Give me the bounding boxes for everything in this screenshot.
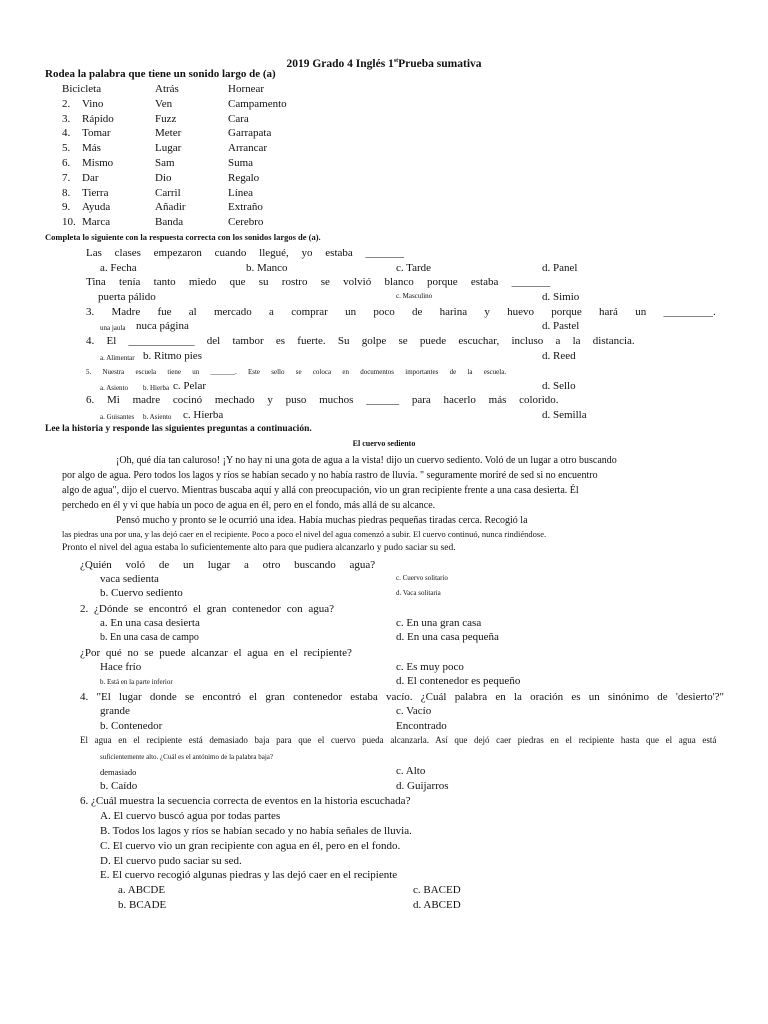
story-title: El cuervo sediento [352, 439, 416, 448]
q6-option-c: c. Hierba [183, 409, 224, 421]
story-q5-option-b: b. Caído [100, 780, 138, 792]
story-q6-option-d: d. ABCED [413, 899, 461, 911]
word-option-2: Dio [155, 171, 172, 184]
story-q6-option-b: b. BCADE [118, 899, 167, 911]
story-q3-text: ¿Por qué no se puede alcanzar el agua en el recipiente? [80, 647, 352, 659]
word-option-1: Ayuda [82, 201, 111, 214]
word-option-1: Bicicleta [62, 83, 102, 95]
q2-text: Tina tenía tanto miedo que su rostro se volvió blanco porque estaba _______ [86, 276, 551, 288]
story-q1-option-d: d. Vaca solitaria [396, 589, 441, 597]
q6-option-d: d. Semilla [542, 409, 587, 421]
word-row-number: 2. [62, 97, 71, 110]
q6-text: 6. Mi madre cocinó mechado y puso muchos ______ para hacerlo más colorido. [86, 394, 559, 406]
story-line-5: Pensó mucho y pronto se le ocurrió una idea. Había muchas piedras pequeñas tiradas cerca. Recogió la [116, 515, 528, 526]
q5-text: 5. Nuestra escuela tiene un _______. Este sello se coloca en documentos importantes de la escuela. [86, 368, 507, 376]
sequence-event-a: A. El cuervo buscó agua por todas partes [100, 810, 281, 822]
story-q3-option-a: Hace frío [100, 661, 142, 673]
q4-text: 4. El ____________ del tambor es fuerte. Su golpe se puede escuchar, incluso a la distancia. [86, 335, 635, 347]
word-row-number: 5. [62, 142, 71, 155]
word-option-3: Hornear [228, 83, 265, 95]
word-option-3: Campamento [228, 97, 287, 110]
q4-option-d: d. Reed [542, 350, 576, 362]
word-option-3: Arrancar [228, 142, 268, 155]
word-option-2: Sam [155, 157, 175, 169]
q2-option-a: puerta pálido [98, 291, 156, 303]
story-q6-option-c: c. BACED [413, 884, 461, 896]
word-row-number: 10. [62, 216, 76, 229]
story-q4-option-c: c. Vacío [396, 705, 432, 717]
word-row-number: 3. [62, 112, 71, 125]
story-line-6: las piedras una por una, y las dejó caer en el recipiente. Poco a poco el nivel del agua comenzó a subir. El cuervo continuó, nunca rindiéndose. [62, 529, 547, 539]
word-option-1: Mismo [82, 157, 114, 169]
word-row-number: 9. [62, 201, 71, 214]
story-q1-option-b: b. Cuervo sediento [100, 587, 183, 599]
q3-option-a-small: una jaula [100, 324, 126, 332]
word-option-2: Ven [155, 97, 173, 110]
story-q6-text: 6. ¿Cuál muestra la secuencia correcta de eventos en la historia escuchada? [80, 795, 411, 807]
word-row-number: 6. [62, 157, 71, 169]
q3-option-d: d. Pastel [542, 320, 580, 332]
story-q5-text-2: suficientemente alto. ¿Cuál es el antónimo de la palabra baja? [100, 753, 273, 761]
page-title: 2019 Grado 4 Inglés 1stPrueba sumativa [286, 57, 482, 70]
word-option-3: Extraño [228, 201, 263, 214]
story-line-2: por algo de agua. Pero todos los lagos y ríos se habían secado y no había rastro de lluvia. " seguramente moriré de sed si no encuentro [62, 470, 598, 481]
story-q4-option-d: Encontrado [396, 720, 447, 732]
story-q3-option-c: c. Es muy poco [396, 661, 464, 673]
word-row-number: 7. [62, 171, 71, 184]
word-option-2: Carril [155, 186, 181, 199]
sequence-event-d: D. El cuervo pudo saciar su sed. [100, 855, 242, 867]
story-q6-option-a: a. ABCDE [118, 884, 166, 896]
q5-option-c: c. Pelar [173, 380, 206, 392]
q5-option-b-small: b. Hierba [143, 384, 170, 392]
story-q2-text: 2. ¿Dónde se encontró el gran contenedor con agua? [80, 603, 334, 615]
q4-option-a-small: a. Alimentar [100, 354, 135, 362]
word-option-1: Tomar [82, 127, 111, 140]
word-option-1: Rápido [82, 112, 114, 125]
word-row-number: 4. [62, 127, 71, 140]
story-q4-text: 4. "El lugar donde se encontró el gran contenedor estaba vacío. ¿Cuál palabra en la oración es un sinónimo de 'desierto'?" [80, 691, 725, 703]
word-option-3: Línea [228, 186, 254, 199]
word-option-2: Fuzz [155, 112, 177, 125]
story-q1-option-c: c. Cuervo solitario [396, 574, 448, 582]
story-q2-option-d: d. En una casa pequeña [396, 631, 499, 643]
word-option-1: Tierra [82, 186, 109, 199]
word-option-1: Dar [82, 171, 99, 184]
story-q5-option-a: demasiado [100, 767, 137, 777]
q6-option-a-small: a. Guisantes [100, 413, 135, 421]
word-option-2: Añadir [155, 201, 186, 214]
q1-option-c: c. Tarde [396, 262, 432, 274]
word-option-2: Atrás [155, 83, 179, 95]
q1-option-d: d. Panel [542, 262, 578, 274]
story-q1-text: ¿Quién voló de un lugar a otro buscando agua? [80, 559, 376, 571]
story-q5-option-c: c. Alto [396, 765, 426, 777]
story-q2-option-a: a. En una casa desierta [100, 617, 200, 629]
word-row-number: 8. [62, 186, 71, 199]
story-q3-option-d: d. El contenedor es pequeño [396, 675, 521, 687]
word-option-3: Garrapata [228, 127, 272, 140]
word-option-3: Cara [228, 112, 249, 125]
section1-instruction: Rodea la palabra que tiene un sonido largo de (a) [45, 68, 276, 80]
q1-option-a: a. Fecha [100, 262, 137, 274]
q1-text: Las clases empezaron cuando llegué, yo estaba _______ [86, 247, 405, 259]
sequence-event-e: E. El cuervo recogió algunas piedras y las dejó caer en el recipiente [100, 869, 398, 881]
story-q4-option-a: grande [100, 705, 130, 717]
word-option-2: Banda [155, 216, 184, 229]
q2-option-c: c. Masculino [396, 292, 433, 300]
section2-instruction: Completa lo siguiente con la respuesta correcta con los sonidos largos de (a). [45, 232, 321, 242]
sequence-event-c: C. El cuervo vio un gran recipiente con agua en él, pero en el fondo. [100, 840, 401, 852]
sequence-event-b: B. Todos los lagos y ríos se habían secado y no había señales de lluvia. [100, 825, 412, 837]
word-option-3: Suma [228, 157, 254, 169]
story-q2-option-b: b. En una casa de campo [100, 632, 199, 643]
story-q3-option-b: b. Está en la parte inferior [100, 678, 173, 686]
story-q2-option-c: c. En una gran casa [396, 617, 482, 629]
word-option-1: Vino [82, 97, 104, 110]
word-option-1: Marca [82, 216, 111, 229]
q3-option-a: nuca página [136, 320, 189, 332]
q3-text: 3. Madre fue al mercado a comprar un poco de harina y huevo porque hará un _________. [86, 306, 716, 318]
story-line-4: perchedo en él y vi que había un poco de agua en él, pero en el fondo, más allá de su alcance. [62, 500, 436, 511]
story-q1-option-a: vaca sedienta [100, 573, 159, 585]
word-option-1: Más [82, 142, 101, 155]
word-option-2: Meter [155, 127, 182, 140]
q2-option-d: d. Simio [542, 291, 580, 303]
q5-option-a-small: a. Asiento [100, 384, 128, 392]
story-line-7: Pronto el nivel del agua estaba lo suficientemente alto para que pudiera alcanzarlo y pudo saciar su sed. [62, 543, 456, 553]
word-option-3: Cerebro [228, 216, 264, 229]
q1-option-b: b. Manco [246, 262, 288, 274]
word-option-3: Regalo [228, 171, 260, 184]
story-q5-text: El agua en el recipiente está demasiado baja para que el cuervo pueda alcanzarla. Así que dejó caer piedras en el recipiente hasta que el agua está [80, 735, 717, 745]
story-q4-option-b: b. Contenedor [100, 720, 163, 732]
q4-option-b: b. Ritmo pies [143, 350, 202, 362]
section3-instruction: Lee la historia y responde las siguientes preguntas a continuación. [45, 424, 312, 434]
q5-option-d: d. Sello [542, 380, 576, 392]
word-option-2: Lugar [155, 142, 182, 155]
story-line-3: algo de agua", dijo el cuervo. Mientras buscaba aquí y allá con preocupación, vio un gran recipiente frente a una casa desierta. Él [62, 485, 579, 496]
story-line-1: ¡Oh, qué día tan caluroso! ¡Y no hay ni una gota de agua a la vista! dijo un cuervo sediento. Voló de un lugar a otro buscando [116, 455, 617, 466]
story-q5-option-d: d. Guijarros [396, 780, 449, 792]
q6-option-b-small: b. Asiento [143, 413, 172, 421]
